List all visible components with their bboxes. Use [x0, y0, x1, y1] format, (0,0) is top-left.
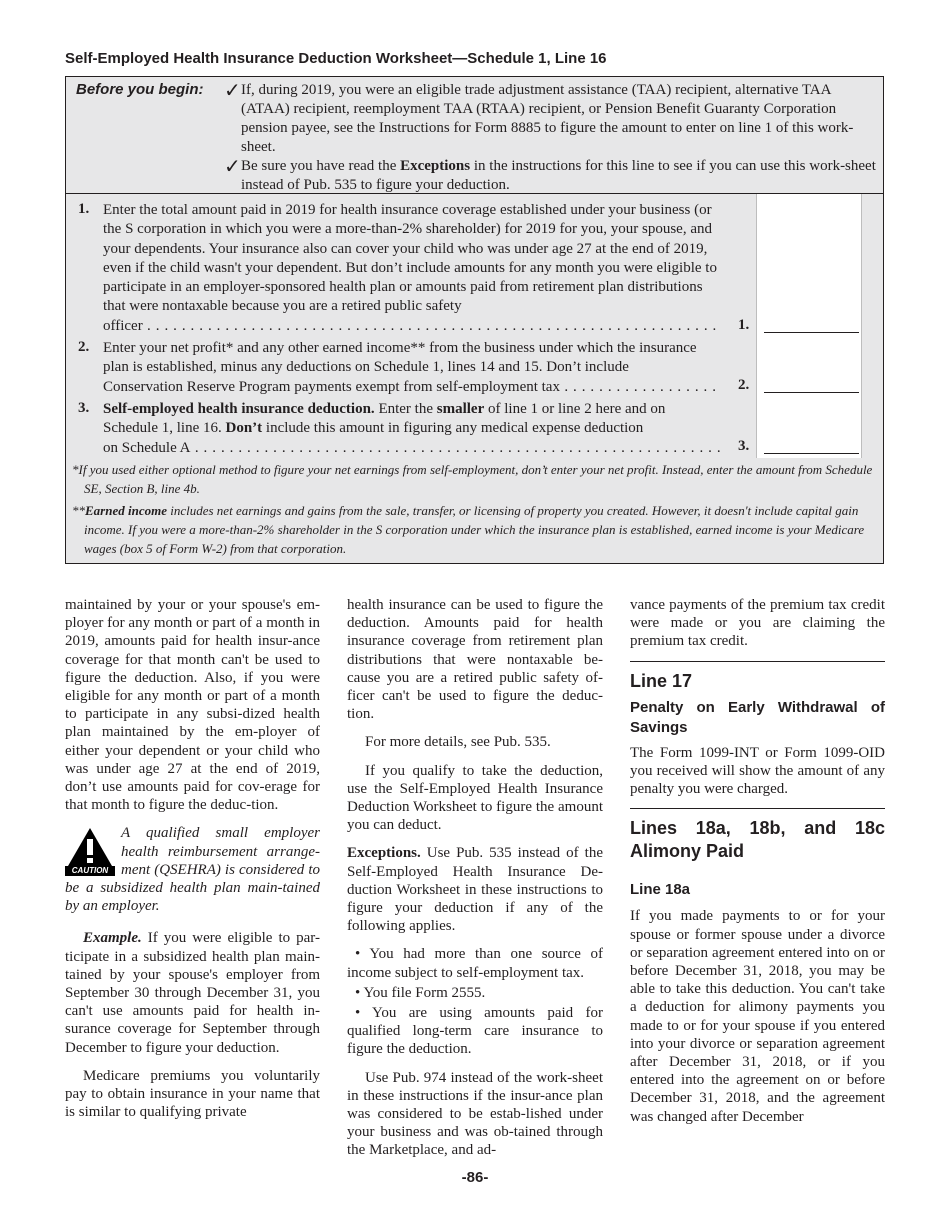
line-3-last: on Schedule A . . .: [103, 439, 721, 458]
column-1: [65, 596, 320, 1131]
example-paragraph: Example. If you were eligible to par-ticipate in a subsidized health plan main-tained by your spouse's employer from September 30 through December 31, you can't use amounts paid for health in-surance coverage for September through December to figure your deduction.: [65, 930, 320, 1056]
line-3-text: Self-employed health insurance deduction. Enter the smaller of line 1 or line 2 here and on Schedule 1, line 16. Don’t include this amount in figuring any medical expense deduction on Schedule A . . .: [103, 400, 723, 458]
line-3-ref: 3.: [738, 438, 750, 454]
heading-line-17: Line 17: [630, 670, 693, 691]
line-number: 3.: [78, 400, 90, 416]
page-number: -86-: [461, 1169, 489, 1186]
paragraph: Medicare premiums you voluntarily pay to obtain insurance in your name that is similar to qualifying private: [65, 1067, 320, 1121]
line-2-text: Enter your net profit* and any other earned income** from the business under which the insurance plan is established, minus any deductions on Schedule 1, lines 14 and 15. Don’t include Conservation Reserve Program payments exempt from self-employment tax . . .: [103, 339, 723, 397]
section-divider: [630, 808, 885, 809]
before-you-begin-item-1: If, during 2019, you were an eligible trade adjustment assistance (TAA) recipient, alternative TAA (ATAA) recipient, reemployment TAA (RTAA) recipient, or Pension Benefit Guaranty Corporation pension payee, see the Instructions for Form 8885 to figure the amount to enter on line 1 of this work-sheet.: [241, 82, 854, 155]
before-you-begin-label: Before you begin:: [76, 81, 204, 98]
line-1-ref: 1.: [738, 317, 750, 333]
caution-text: A qualified small employer health reimbursement arrange-ment (QSEHRA) is considered to be a subsidized health plan main-tained by an employer.: [65, 825, 320, 915]
check-icon: ✓: [224, 80, 241, 102]
paragraph: If you qualify to take the deduction, use the Self-Employed Health Insurance Deduction Worksheet to figure the amount you can deduct.: [347, 762, 603, 834]
caution-note: [65, 824, 320, 915]
list-item: • You file Form 2555.: [355, 984, 486, 1001]
paragraph: For more details, see Pub. 535.: [365, 734, 551, 751]
column-3: [630, 596, 885, 1136]
list-item: • You are using amounts paid for qualified long-term care insurance to figure the deduction.: [347, 1005, 603, 1058]
column-2: [347, 596, 603, 1170]
paragraph: If you made payments to or for your spouse or former spouse under a divorce or separation agreement entered into on or before December 31, 2018, you may be able to take this deduction. You can't take a deduction for alimony payments you made to or for your spouse if you entered into your divorce or separation agreement after December 31, 2018, or if you entered into the agreement on or before December 31, 2018, and the agreement was changed after December: [630, 908, 885, 1125]
footnote-net-profit: *If you used either optional method to figure your net earnings from self-employment, don’t enter your net profit. Instead, enter the amount from Schedule SE, Section B, line 4b.: [72, 462, 873, 496]
section-divider: [630, 661, 885, 662]
line-2-amount-field[interactable]: [764, 392, 859, 393]
paragraph: maintained by your or your spouse's em-ployer for any month or part of a month in 2019, amounts paid for health insur-ance coverage for that month can't be used to figure the deduction. Also, if you were eligible for any month or part of a month to participate in any subsi-dized health plan maintained by the em-ployer of either your dependent or your child who was under age 27 at the end of 2019, don’t use amounts paid for cov-erage for that month to figure the deduc-tion.: [65, 597, 320, 814]
caution-label: CAUTION: [71, 866, 109, 876]
heading-lines-18: Lines 18a, 18b, and 18c Alimony Paid: [630, 818, 885, 862]
before-you-begin-item-2: Be sure you have read the Exceptions in the instructions for this line to see if you can use this work-sheet instead of Pub. 535 to figure your deduction.: [241, 158, 876, 193]
line-3-amount-field[interactable]: [764, 453, 859, 454]
paragraph: vance payments of the premium tax credit were made or you are claiming the premium tax credit.: [630, 597, 885, 650]
line-2-ref: 2.: [738, 377, 750, 393]
heading-penalty-early-withdrawal: Penalty on Early Withdrawal of Savings: [630, 698, 885, 736]
footnote-earned-income: **Earned income includes net earnings and gains from the sale, transfer, or licensing of property you created. However, it doesn't include capital gain income. If you were a more-than-2% shareholder in the S corporation under which the insurance plan is established, earned income is your Medicare wages (box 5 of Form W-2) from that corporation.: [72, 503, 865, 556]
check-icon: ✓: [224, 156, 241, 178]
list-item: • You had more than one source of income subject to self-employment tax.: [347, 946, 603, 981]
line-number: 2.: [78, 339, 90, 355]
before-you-begin-section: [66, 77, 883, 194]
exceptions-paragraph: Exceptions. Use Pub. 535 instead of the Self-Employed Health Insurance De-duction Worksheet in these instructions to figure your deduction if any of the following applies.: [347, 845, 603, 935]
caution-icon: [65, 826, 115, 876]
line-2-last: Conservation Reserve Program payments exempt from self-employment tax . . .: [103, 378, 721, 397]
line-number: 1.: [78, 201, 90, 217]
heading-line-18a: Line 18a: [630, 881, 691, 899]
line-1-amount-field[interactable]: [764, 332, 859, 333]
amount-column: [756, 194, 862, 458]
worksheet-title: Self-Employed Health Insurance Deduction Worksheet—Schedule 1, Line 16: [65, 50, 607, 67]
paragraph: Use Pub. 974 instead of the work-sheet in these instructions if the insur-ance plan was considered to be estab-lished under your business and was ob-tained through the Marketplace, and ad-: [347, 1069, 603, 1159]
paragraph: health insurance can be used to figure the deduction. Amounts paid for health insurance coverage from retirement plan distributions that were nontaxable be-cause you are a retired public safety of-ficer can't be used to figure the deduc-tion.: [347, 597, 603, 723]
line-1-last: officer . . .: [103, 317, 721, 336]
worksheet-box: [65, 76, 884, 564]
paragraph: The Form 1099-INT or Form 1099-OID you received will show the amount of any penalty you were charged.: [630, 744, 885, 798]
line-1-text: Enter the total amount paid in 2019 for health insurance coverage established under your business (or the S corporation in which you were a more-than-2% shareholder) for 2019 for you, your spouse, and your dependents. Your insurance also can cover your child who was under age 27 at the end of 2019, even if the child wasn't your dependent. But don’t include amounts for any month you were eligible to participate in an employer-sponsored health plan or amounts paid from retirement plan distributions that were nontaxable because you are a retired public safety officer . . .: [103, 201, 723, 336]
